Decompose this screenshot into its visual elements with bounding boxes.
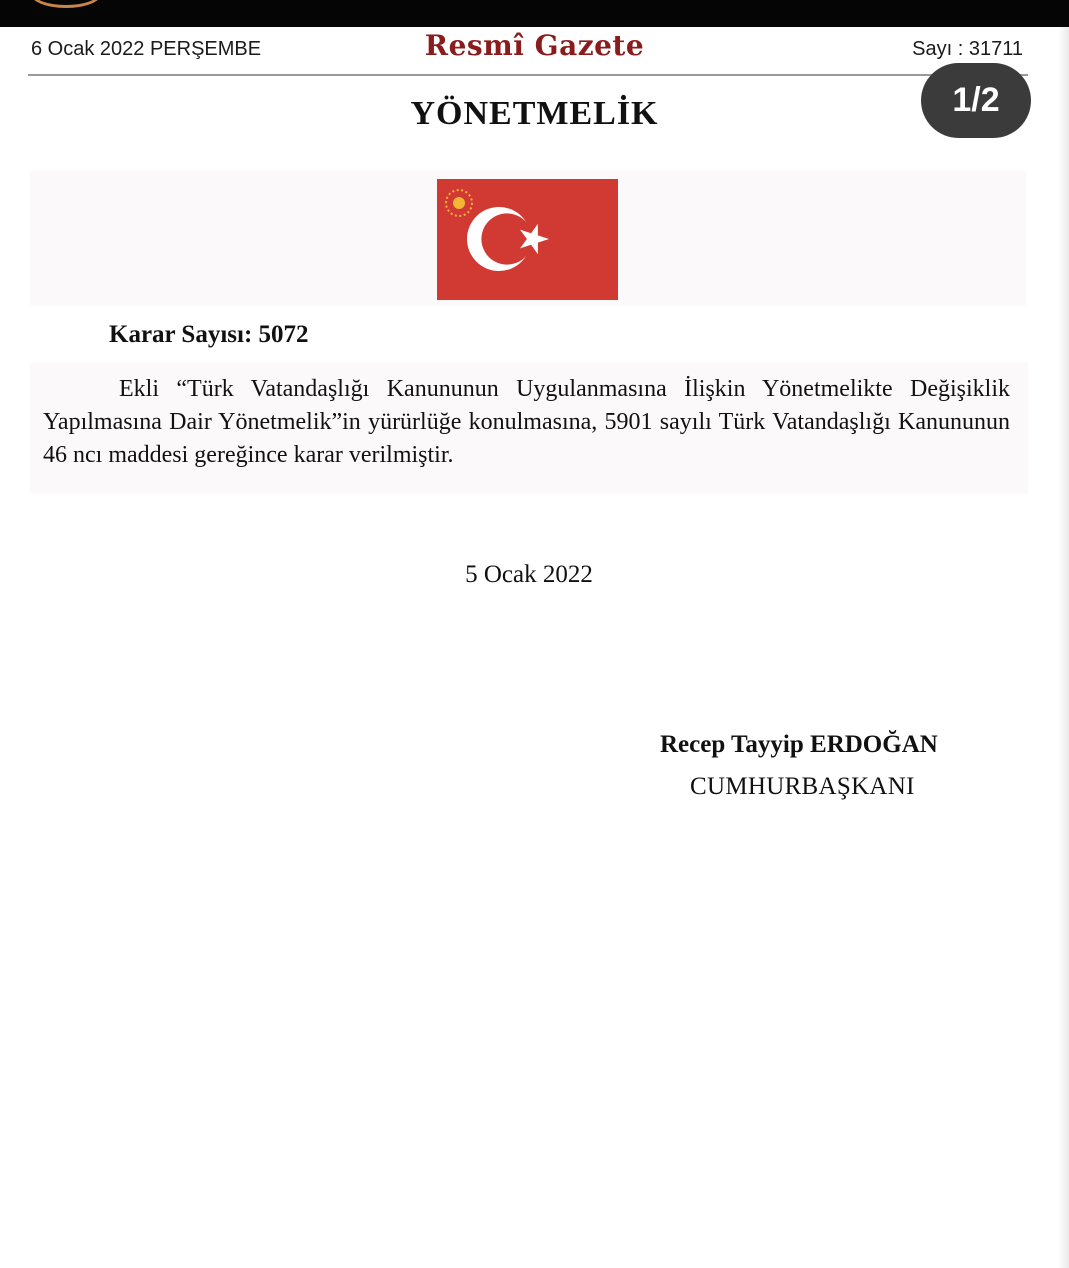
page-edge-shadow [1058,27,1069,1268]
signer-title: CUMHURBAŞKANI [690,773,915,800]
page-indicator[interactable]: 1/2 [921,63,1031,138]
camera-ring-icon [30,0,102,8]
header-divider [28,74,1028,76]
decision-text: Ekli “Türk Vatandaşlığı Kanununun Uygulanmasına İlişkin Yönetmelikte Değişiklik Yapılmasına Dair Yönetmelik”in yürürlüğe konulmasına, 5901 sayılı Türk Vatandaşlığı Kanununun 46 ncı maddesi gereğince karar verilmiştir. [43,376,1010,468]
turkish-flag-icon [437,179,618,300]
signer-name: Recep Tayyip ERDOĞAN [660,731,938,758]
presidential-seal-icon [446,190,472,216]
decision-number: Karar Sayısı: 5072 [109,321,309,348]
issue-number: Sayı : 31711 [912,38,1023,60]
status-bar [0,0,1069,27]
header-date: 6 Ocak 2022 PERŞEMBE [31,38,262,60]
decision-date: 5 Ocak 2022 [465,561,593,588]
section-title: YÖNETMELİK [410,95,659,132]
crescent-inner [481,213,532,264]
gazette-title: Resmî Gazete [424,29,645,62]
